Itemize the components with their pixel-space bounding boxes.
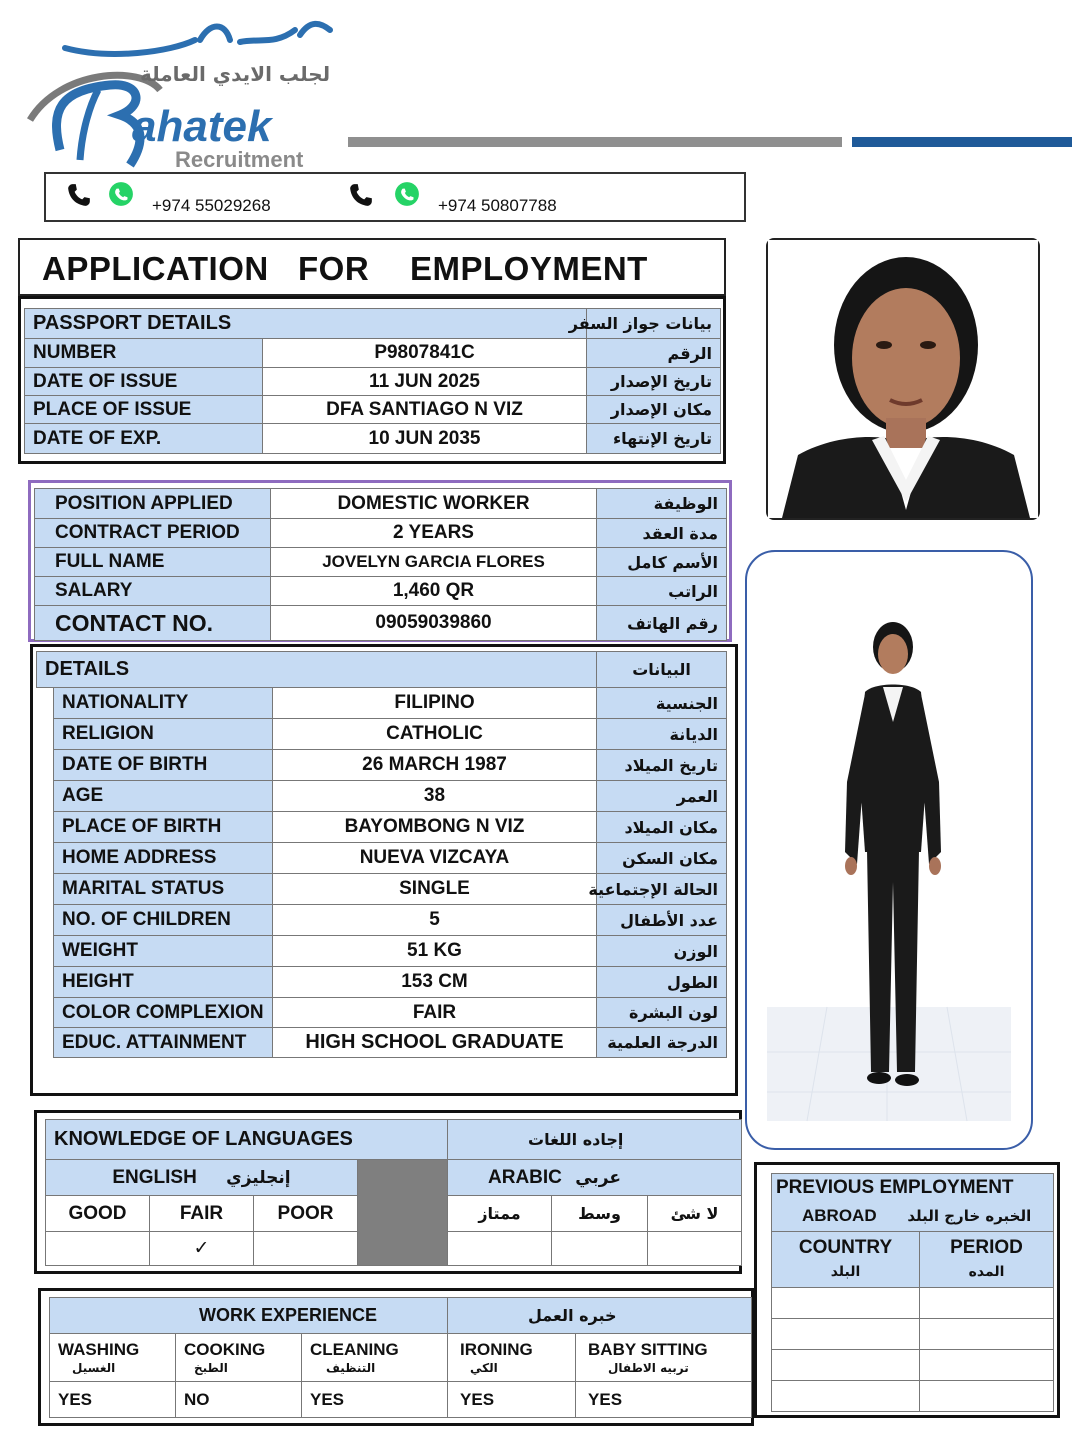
religion-value: CATHOLIC xyxy=(273,719,597,750)
field-label-ar: تاريخ الإصدار xyxy=(587,368,721,396)
table-row xyxy=(35,489,727,519)
title-word-employment: EMPLOYMENT xyxy=(410,250,648,287)
work-item-label-ar: الغسيل xyxy=(72,1360,116,1375)
arabic-mark-excellent xyxy=(448,1232,552,1266)
field-label-ar: تاريخ الميلاد xyxy=(597,750,727,781)
age-value: 38 xyxy=(273,781,597,812)
field-label-ar: الدرجة العلمية xyxy=(597,1028,727,1058)
arabic-label: ARABIC xyxy=(488,1166,562,1188)
work-item-babysitting xyxy=(576,1334,752,1382)
field-label: WEIGHT xyxy=(54,936,273,967)
company-logo xyxy=(20,10,350,175)
ironing-value: YES xyxy=(448,1382,576,1418)
table-row xyxy=(54,688,727,719)
details-header-ar: البيانات xyxy=(597,652,727,688)
issue-place-value: DFA SANTIAGO N VIZ xyxy=(263,396,587,424)
details-header: DETAILS xyxy=(37,652,597,688)
english-mark-fair: ✓ xyxy=(150,1232,254,1266)
period-column-header xyxy=(920,1232,1054,1288)
country-label-ar: البلد xyxy=(830,1263,861,1280)
field-label: NATIONALITY xyxy=(54,688,273,719)
field-label-ar: لون البشرة xyxy=(597,998,727,1028)
work-item-label: WASHING xyxy=(58,1339,140,1359)
field-label: PLACE OF ISSUE xyxy=(25,396,263,424)
weight-value: 51 KG xyxy=(273,936,597,967)
education-value: HIGH SCHOOL GRADUATE xyxy=(273,1028,597,1058)
work-item-label-ar: الكي xyxy=(470,1360,498,1375)
expiry-date-value: 10 JUN 2035 xyxy=(263,424,587,454)
table-row xyxy=(772,1350,1054,1381)
country-column-header xyxy=(772,1232,920,1288)
logo-subtitle: Recruitment xyxy=(175,147,304,172)
passport-photo xyxy=(766,238,1040,520)
full-name-value: JOVELYN GARCIA FLORES xyxy=(271,548,597,577)
table-row xyxy=(54,967,727,998)
languages-header: KNOWLEDGE OF LANGUAGES xyxy=(46,1120,448,1160)
field-label-ar: الجنسية xyxy=(597,688,727,719)
english-level-good: GOOD xyxy=(46,1196,150,1232)
table-row xyxy=(25,368,721,396)
field-label-ar: الطول xyxy=(597,967,727,998)
english-label-ar: إنجليزي xyxy=(226,1167,291,1188)
period-label-ar: المده xyxy=(968,1263,1005,1280)
work-item-label: BABY SITTING xyxy=(588,1339,708,1359)
table-row xyxy=(25,424,721,454)
details-section xyxy=(30,644,738,1096)
header-stripe-grey xyxy=(348,137,842,147)
field-label-ar: الوظيفة xyxy=(597,489,727,519)
table-row xyxy=(54,874,727,905)
field-label: DATE OF BIRTH xyxy=(54,750,273,781)
table-row xyxy=(54,750,727,781)
cleaning-value: YES xyxy=(302,1382,448,1418)
field-label: FULL NAME xyxy=(35,548,271,577)
table-row xyxy=(54,1028,727,1058)
salary-value: 1,460 QR xyxy=(271,577,597,606)
table-row xyxy=(772,1319,1054,1350)
logo-name: ahatek xyxy=(132,102,272,151)
washing-value: YES xyxy=(50,1382,176,1418)
home-address-value: NUEVA VIZCAYA xyxy=(273,843,597,874)
birth-place-value: BAYOMBONG N VIZ xyxy=(273,812,597,843)
table-row xyxy=(35,519,727,548)
cooking-value: NO xyxy=(176,1382,302,1418)
field-label-ar: الراتب xyxy=(597,577,727,606)
contact-phone-2: +974 50807788 xyxy=(438,196,557,215)
field-label: COLOR COMPLEXION xyxy=(54,998,273,1028)
english-mark-good xyxy=(46,1232,150,1266)
field-label-ar: مكان الإصدار xyxy=(587,396,721,424)
period-cell xyxy=(920,1319,1054,1350)
table-row xyxy=(54,781,727,812)
work-item-label-ar: تربيه الاطفال xyxy=(608,1360,689,1375)
table-row xyxy=(54,905,727,936)
languages-header-ar: إجاده اللغات xyxy=(448,1120,742,1160)
arabic-mark-none xyxy=(648,1232,742,1266)
field-label: CONTACT NO. xyxy=(35,606,271,641)
abroad-label: ABROAD xyxy=(802,1206,877,1226)
table-row xyxy=(54,843,727,874)
previous-employment-section xyxy=(754,1162,1060,1418)
field-label: HOME ADDRESS xyxy=(54,843,273,874)
field-label-ar: مكان السكن xyxy=(597,843,727,874)
field-label-ar: الحالة الإجتماعية xyxy=(597,874,727,905)
header-stripe-blue xyxy=(852,137,1072,147)
country-cell xyxy=(772,1288,920,1319)
passport-header-ar: بيانات جواز السفر xyxy=(587,309,721,339)
field-label: HEIGHT xyxy=(54,967,273,998)
work-item-cooking xyxy=(176,1334,302,1382)
portrait-image xyxy=(768,240,1038,518)
birth-date-value: 26 MARCH 1987 xyxy=(273,750,597,781)
issue-date-value: 11 JUN 2025 xyxy=(263,368,587,396)
title-word-application: APPLICATION xyxy=(42,250,269,287)
work-item-label: IRONING xyxy=(460,1339,533,1359)
arabic-level-medium: وسط xyxy=(552,1196,648,1232)
table-row xyxy=(54,998,727,1028)
passport-header: PASSPORT DETAILS xyxy=(25,309,587,339)
arabic-level-excellent: ممتاز xyxy=(448,1196,552,1232)
english-label: ENGLISH xyxy=(112,1166,197,1188)
field-label: RELIGION xyxy=(54,719,273,750)
full-body-photo xyxy=(745,550,1033,1150)
field-label: AGE xyxy=(54,781,273,812)
nationality-value: FILIPINO xyxy=(273,688,597,719)
country-cell xyxy=(772,1319,920,1350)
table-row xyxy=(54,936,727,967)
period-cell xyxy=(920,1350,1054,1381)
complexion-value: FAIR xyxy=(273,998,597,1028)
divider-block xyxy=(358,1160,448,1266)
table-row xyxy=(772,1288,1054,1319)
height-value: 153 CM xyxy=(273,967,597,998)
table-row xyxy=(54,719,727,750)
position-section xyxy=(28,480,732,642)
english-level-poor: POOR xyxy=(254,1196,358,1232)
abroad-label-ar: الخبره خارج البلد xyxy=(907,1207,1032,1226)
country-cell xyxy=(772,1381,920,1412)
field-label: DATE OF EXP. xyxy=(25,424,263,454)
arabic-level-none: لا شئ xyxy=(648,1196,742,1232)
table-row xyxy=(35,548,727,577)
country-label: COUNTRY xyxy=(798,1236,893,1258)
contact-box xyxy=(44,172,746,222)
field-label-ar: الوزن xyxy=(597,936,727,967)
field-label-ar: الرقم xyxy=(587,339,721,368)
work-item-washing xyxy=(50,1334,176,1382)
field-label-ar: رقم الهاتف xyxy=(597,606,727,641)
phone-icon xyxy=(66,182,92,213)
whatsapp-icon xyxy=(394,181,420,212)
field-label-ar: العمر xyxy=(597,781,727,812)
field-label: MARITAL STATUS xyxy=(54,874,273,905)
contact-phone-1: +974 55029268 xyxy=(152,196,271,215)
field-label: DATE OF ISSUE xyxy=(25,368,263,396)
arabic-label-ar: عربي xyxy=(575,1167,621,1188)
field-label: SALARY xyxy=(35,577,271,606)
period-cell xyxy=(920,1381,1054,1412)
whatsapp-icon xyxy=(108,181,134,212)
work-item-cleaning xyxy=(302,1334,448,1382)
work-header: WORK EXPERIENCE xyxy=(50,1298,448,1334)
english-header xyxy=(46,1160,358,1196)
country-cell xyxy=(772,1350,920,1381)
passport-number-value: P9807841C xyxy=(263,339,587,368)
field-label: EDUC. ATTAINMENT xyxy=(54,1028,273,1058)
table-row xyxy=(772,1381,1054,1412)
table-row xyxy=(25,339,721,368)
arabic-header xyxy=(448,1160,742,1196)
field-label-ar: مكان الميلاد xyxy=(597,812,727,843)
table-row xyxy=(35,577,727,606)
full-body-image xyxy=(747,552,1031,1148)
table-row xyxy=(35,606,727,641)
field-label: CONTRACT PERIOD xyxy=(35,519,271,548)
field-label: PLACE OF BIRTH xyxy=(54,812,273,843)
english-mark-poor xyxy=(254,1232,358,1266)
arabic-mark-medium xyxy=(552,1232,648,1266)
work-item-label: CLEANING xyxy=(310,1339,399,1359)
previous-header: PREVIOUS EMPLOYMENT xyxy=(772,1174,1054,1202)
marital-status-value: SINGLE xyxy=(273,874,597,905)
field-label: NO. OF CHILDREN xyxy=(54,905,273,936)
period-cell xyxy=(920,1288,1054,1319)
position-value: DOMESTIC WORKER xyxy=(271,489,597,519)
children-value: 5 xyxy=(273,905,597,936)
phone-icon xyxy=(348,182,374,213)
field-label-ar: الديانة xyxy=(597,719,727,750)
title-word-for: FOR xyxy=(298,250,370,287)
work-item-label-ar: الطبخ xyxy=(194,1360,228,1375)
passport-section xyxy=(18,296,726,464)
work-header-ar: خبره العمل xyxy=(448,1298,752,1334)
work-item-label: COOKING xyxy=(184,1339,266,1359)
field-label-ar: تاريخ الإنتهاء xyxy=(587,424,721,454)
field-label: NUMBER xyxy=(25,339,263,368)
field-label-ar: عدد الأطفال xyxy=(597,905,727,936)
table-row xyxy=(25,396,721,424)
english-level-fair: FAIR xyxy=(150,1196,254,1232)
application-title xyxy=(18,238,726,296)
period-label: PERIOD xyxy=(950,1236,1023,1258)
abroad-header xyxy=(772,1202,1054,1232)
field-label-ar: الأسم كامل xyxy=(597,548,727,577)
logo-arabic-tagline: لجلب الايدي العاملة xyxy=(140,62,331,86)
contract-value: 2 YEARS xyxy=(271,519,597,548)
field-label: POSITION APPLIED xyxy=(35,489,271,519)
work-item-label-ar: التنظيف xyxy=(326,1360,376,1375)
work-item-ironing xyxy=(448,1334,576,1382)
work-experience-section xyxy=(38,1288,754,1426)
table-row xyxy=(54,812,727,843)
languages-section xyxy=(34,1110,742,1274)
babysitting-value: YES xyxy=(576,1382,752,1418)
field-label-ar: مدة العقد xyxy=(597,519,727,548)
contact-number-value: 09059039860 xyxy=(271,606,597,641)
